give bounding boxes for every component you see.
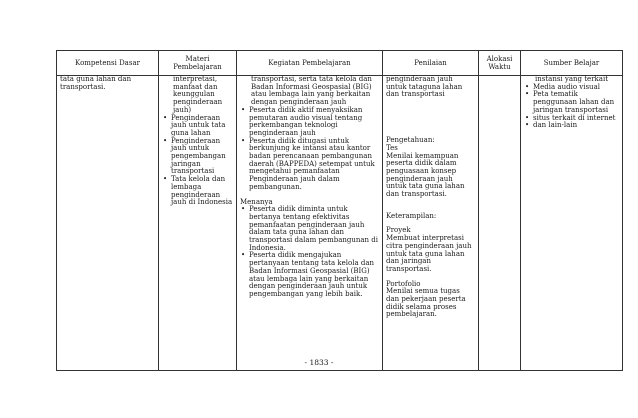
- list-item: • Peserta didik diminta untuk bertanya tentang efektivitas pemanfaatan penginderaan jauh dalam tata guna lahan dan transportasi dalam pembangunan di Indonesia.: [249, 206, 379, 252]
- kegiatan-list-menanya: [240, 206, 379, 298]
- list-item: • Tata kelola dan lembaga penginderaan jauh di Indonesia: [171, 176, 233, 207]
- penilaian-keterampilan-sub: Proyek: [386, 226, 411, 235]
- sumber-lead-text: instansi yang terkait: [535, 75, 609, 83]
- cell-kompetensi-dasar: [57, 76, 159, 371]
- cell-alokasi-waktu: [479, 76, 521, 371]
- penilaian-lead-text: penginderaan jauh untuk tataguna lahan dan transportasi: [386, 75, 463, 99]
- penilaian-pengetahuan-sub: Tes: [386, 143, 398, 152]
- penilaian-portofolio-title: Portofolio: [386, 279, 421, 288]
- cell-sumber-belajar: [521, 76, 623, 371]
- list-item: • situs terkait di internet: [533, 115, 619, 123]
- header-sumber-belajar: Sumber Belajar: [521, 51, 623, 76]
- list-item: • Media audio visual: [533, 84, 619, 92]
- penilaian-pengetahuan-title: Pengetahuan:: [386, 136, 435, 145]
- header-materi-pembelajaran: Materi Pembelajaran: [159, 51, 237, 76]
- kegiatan-heading-menanya: Menanya: [240, 197, 273, 206]
- materi-lead-text: interpretasi, manfaat dan keunggulan penginderaan jauh): [173, 75, 223, 114]
- kegiatan-list-mengamati: [240, 107, 379, 192]
- header-alokasi-waktu: Alokasi Waktu: [479, 51, 521, 76]
- penilaian-keterampilan-text: Membuat interpretasi citra penginderaan jauh untuk tata guna lahan dan jaringan transportasi.: [386, 234, 472, 273]
- list-item: • Peserta didik mengajukan pertanyaan tentang tata kelola dan Badan Informasi Geospasial (BIG) atau lembaga lain yang berkaitan dengan penginderaan jauh untuk pengembangan yang lebih baik.: [249, 252, 379, 298]
- penilaian-pengetahuan-text: Menilai kemampuan peserta didik dalam penguasaan konsep penginderaan jauh untuk tata guna lahan dan transportasi.: [386, 151, 465, 199]
- materi-list: [162, 115, 233, 207]
- list-item: • Peserta didik aktif menyaksikan pemutaran audio visual tentang perkembangan teknologi penginderaan jauh: [249, 107, 379, 138]
- kompetensi-text: tata guna lahan dan transportasi.: [60, 75, 132, 91]
- header-kompetensi-dasar: Kompetensi Dasar: [57, 51, 159, 76]
- list-item: • Peserta didik ditugasi untuk berkunjung ke intansi atau kantor badan perencanaan pembangunan daerah (BAPPEDA) setempat untuk mengetahui pemanfaatan Penginderaan jauh dalam pembangunan.: [249, 138, 379, 192]
- table-header-row: [57, 51, 623, 76]
- sumber-list: [524, 84, 619, 130]
- penilaian-keterampilan-title: Keterampilan:: [386, 211, 437, 220]
- header-penilaian: Penilaian: [383, 51, 479, 76]
- table-row: [57, 76, 623, 371]
- kegiatan-lead-text: transportasi, serta tata kelola dan Badan Informasi Geospasial (BIG) atau lembaga lain yang berkaitan dengan penginderaan jauh: [251, 75, 372, 107]
- list-item: • Peta tematik penggunaan lahan dan jaringan transportasi: [533, 91, 619, 114]
- penilaian-portofolio-text: Menilai semua tugas dan pekerjaan peserta didik selama proses pembelajaran.: [386, 287, 466, 319]
- cell-penilaian: [383, 76, 479, 371]
- cell-kegiatan-pembelajaran: [237, 76, 383, 371]
- curriculum-table: [56, 50, 623, 371]
- list-item: • Penginderaan jauh untuk tata guna lahan: [171, 115, 233, 138]
- list-item: • dan lain-lain: [533, 122, 619, 130]
- list-item: • Penginderaan jauh untuk pengembangan jaringan transportasi: [171, 138, 233, 177]
- page-number: - 1833 -: [304, 358, 334, 367]
- cell-materi-pembelajaran: [159, 76, 237, 371]
- header-kegiatan-pembelajaran: Kegiatan Pembelajaran: [237, 51, 383, 76]
